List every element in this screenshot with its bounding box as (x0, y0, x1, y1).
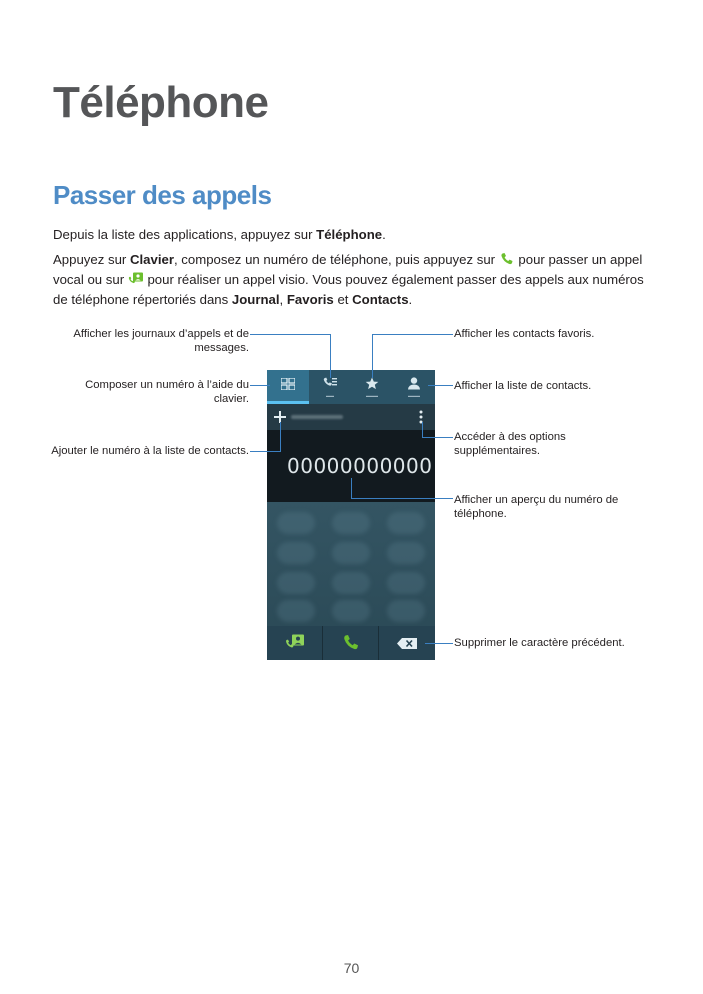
keypad-key[interactable] (277, 572, 315, 594)
para1-bold-telephone: Téléphone (316, 227, 383, 242)
keypad-key[interactable] (332, 512, 370, 534)
keypad-key[interactable] (332, 542, 370, 564)
bottom-action-bar (267, 626, 435, 660)
keypad-key[interactable] (277, 600, 315, 622)
para1-text-1: Depuis la liste des applications, appuyez sur (53, 227, 317, 242)
callout-preview: Afficher un aperçu du numéro de téléphone. (454, 494, 619, 520)
backspace-icon (397, 638, 417, 649)
para2-text-7: . (408, 292, 413, 307)
tab-label-blurred: ▬▬ (326, 393, 334, 398)
section-title: Passer des appels (53, 180, 272, 210)
video-call-button[interactable] (267, 626, 323, 660)
leader-line-options-vertical (422, 422, 423, 438)
tab-label-blurred: ▬▬▬ (366, 393, 378, 398)
leader-line-logs-vertical (330, 334, 331, 378)
leader-line-delete (425, 643, 453, 644)
leader-line-favorites (372, 334, 453, 335)
dialpad-icon (281, 378, 295, 390)
leader-line-add-contact (250, 451, 281, 452)
keypad-key[interactable] (387, 542, 425, 564)
paragraph-intro (53, 225, 653, 245)
phone-icon (499, 252, 515, 266)
tab-keypad[interactable] (267, 370, 309, 404)
para2-text-1: Appuyez sur (53, 252, 130, 267)
leader-line-keypad (250, 385, 270, 386)
dialed-number: 00000000000 (287, 454, 433, 478)
para2-text-2: , composez un numéro de téléphone, puis appuyez sur (173, 252, 499, 267)
person-icon (407, 377, 421, 390)
para2-bold-favoris: Favoris (286, 292, 334, 307)
keypad-key[interactable] (277, 512, 315, 534)
para2-text-5: , (279, 292, 287, 307)
keypad-key[interactable] (387, 572, 425, 594)
para2-bold-contacts: Contacts (352, 292, 409, 307)
action-bar (267, 404, 435, 430)
callout-keypad: Composer un numéro à l’aide du clavier. (85, 379, 249, 405)
page-number: 70 (343, 960, 360, 976)
callout-options: Accéder à des options supplémentaires. (454, 431, 566, 457)
leader-line-favorites-vertical (372, 334, 373, 378)
tab-label-blurred: ▬▬▬ (408, 393, 420, 398)
paragraph-instructions (53, 250, 653, 310)
leader-line-add-contact-vertical (280, 422, 281, 452)
page-title: Téléphone (53, 78, 269, 127)
para2-text-4: pour réaliser un appel visio. Vous pouvez également passer des appels aux numéros de téléphone répertoriés dans (53, 272, 644, 307)
video-call-icon (285, 634, 305, 651)
phone-screen (267, 370, 435, 660)
keypad-key[interactable] (387, 600, 425, 622)
keypad-key[interactable] (277, 542, 315, 564)
leader-line-contacts (428, 385, 453, 386)
call-log-icon (323, 377, 337, 390)
keypad-key[interactable] (332, 600, 370, 622)
tab-contacts[interactable] (393, 370, 435, 404)
para2-bold-clavier: Clavier (129, 252, 174, 267)
callout-add-contact: Ajouter le numéro à la liste de contacts. (51, 445, 249, 457)
para1-text-2: . (382, 227, 386, 242)
callout-contacts: Afficher la liste de contacts. (454, 380, 592, 392)
video-call-icon (128, 272, 144, 286)
callout-delete: Supprimer le caractère précédent. (454, 637, 625, 649)
leader-line-options (422, 437, 453, 438)
call-button[interactable] (323, 626, 379, 660)
star-icon (365, 377, 379, 390)
add-contact-label-blurred (291, 415, 343, 419)
para2-text-6: et (333, 292, 353, 307)
callout-logs: Afficher les journaux d’appels et de messages. (73, 328, 249, 354)
keypad[interactable] (267, 502, 435, 626)
leader-line-logs (250, 334, 331, 335)
leader-line-preview (351, 498, 453, 499)
tab-bar (267, 370, 435, 404)
para2-text-3: pour passer un appel vocal ou sur (53, 252, 643, 287)
leader-line-preview-vertical (351, 478, 352, 499)
para2-bold-journal: Journal (231, 292, 280, 307)
phone-icon (342, 634, 360, 652)
keypad-key[interactable] (332, 572, 370, 594)
keypad-key[interactable] (387, 512, 425, 534)
callout-favorites: Afficher les contacts favoris. (454, 328, 595, 340)
